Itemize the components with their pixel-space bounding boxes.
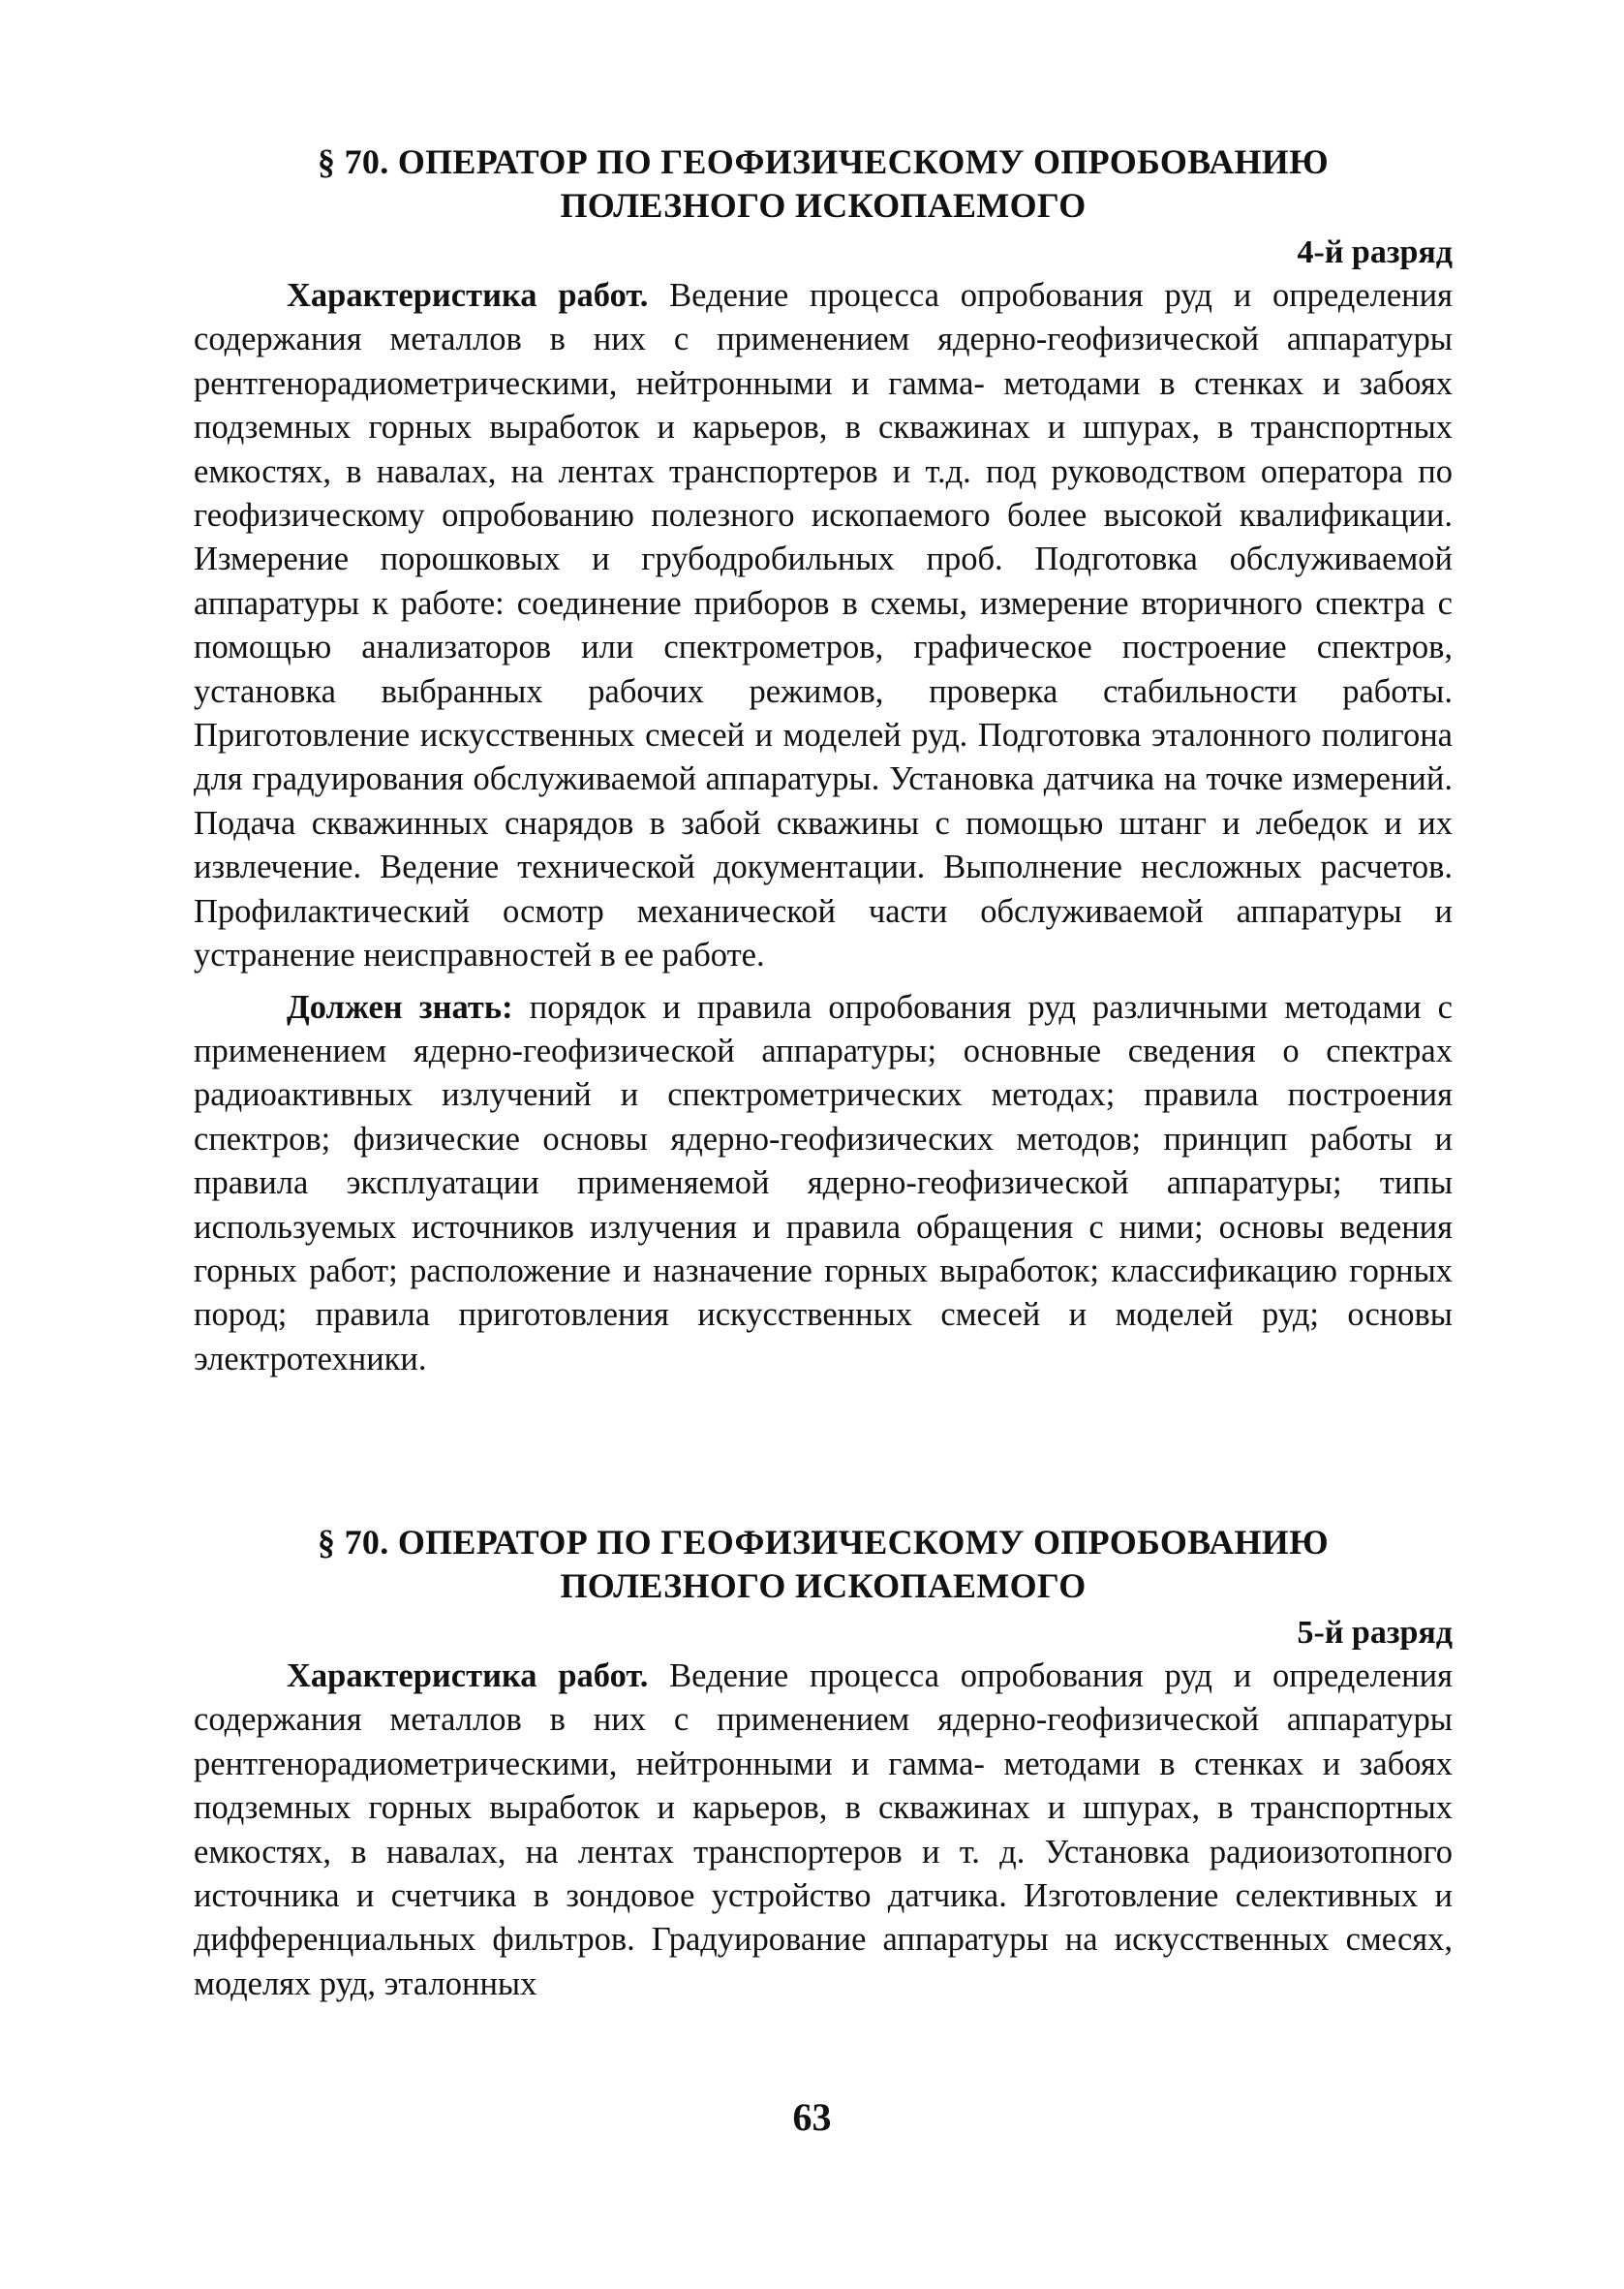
paragraph-lead: Характеристика работ. <box>287 277 649 314</box>
paragraph-lead: Характеристика работ. <box>287 1657 649 1694</box>
paragraph-text: Ведение процесса опробования руд и определения содержания металлов в них с применением ядерно-геофизической аппаратуры рентгенорадиометрическими, нейтронными и гамма- методами в стенках и забоях подземных горных выработок и карьеров, в скважинах и шпурах, в транспортных емкостях, в навалах, на лентах транспортеров и т.д. под руководством оператора по геофизическому опробованию полезного ископаемого более высокой квалификации. Измерение порошковых и грубодробильных проб. Подготовка обслуживаемой аппаратуры к работе: соединение приборов в схемы, измерение вторичного спектра с помощью анализаторов или спектрометров, графическое построение спектров, установка выбранных рабочих режимов, проверка стабильности работы. Приготовление искусственных смесей и моделей руд. Подготовка эталонного полигона для градуирования обслуживаемой аппаратуры. Установка датчика на точке измерений. Подача скважинных снарядов в забой скважины с помощью штанг и лебедок и их извлечение. Ведение технической документации. Выполнение несложных расчетов. Профилактический осмотр механической части обслуживаемой аппаратуры и устранение неисправностей в ее работе. <box>194 277 1453 974</box>
work-characteristics-paragraph <box>194 1655 1453 2006</box>
paragraph-text: Ведение процесса опробования руд и определения содержания металлов в них с применением ядерно-геофизической аппаратуры рентгенорадиометрическими, нейтронными и гамма- методами в стенках и забоях подземных горных выработок и карьеров, в скважинах и шпурах, в транспортных емкостях, в навалах, на лентах транспортеров и т. д. Установка радиоизотопного источника и счетчика в зондовое устройство датчика. Изготовление селективных и дифференциальных фильтров. Градуирование аппаратуры на искусственных смесях, моделях руд, эталонных <box>194 1657 1453 2002</box>
grade-label: 5-й разряд <box>1297 1615 1453 1651</box>
section-heading-line-1: § 70. ОПЕРАТОР ПО ГЕОФИЗИЧЕСКОМУ ОПРОБОВАНИЮ <box>318 1523 1329 1562</box>
section-heading-line-2: ПОЛЕЗНОГО ИСКОПАЕМОГО <box>560 186 1087 225</box>
page-number: 63 <box>792 2095 832 2139</box>
section-69 <box>194 140 1453 1381</box>
section-70 <box>194 1521 1453 2006</box>
grade-label: 4-й разряд <box>1297 234 1453 270</box>
paragraph-text: порядок и правила опробования руд различными методами с применением ядерно-геофизической аппаратуры; основные сведения о спектрах радиоактивных излучений и спектрометрических методах; правила построения спектров; физические основы ядерно-геофизических методов; принцип работы и правила эксплуатации применяемой ядерно-геофизической аппаратуры; типы используемых источников излучения и правила обращения с ними; основы ведения горных работ; расположение и назначение горных выработок; классификацию горных пород; правила приготовления искусственных смесей и моделей руд; основы электротехники. <box>194 988 1453 1377</box>
must-know-paragraph <box>194 986 1453 1382</box>
work-characteristics-paragraph <box>194 274 1453 978</box>
paragraph-lead: Должен знать: <box>287 988 513 1026</box>
section-heading <box>194 140 1453 228</box>
section-heading <box>194 1521 1453 1608</box>
section-heading-line-1: § 70. ОПЕРАТОР ПО ГЕОФИЗИЧЕСКОМУ ОПРОБОВАНИЮ <box>318 142 1329 181</box>
section-heading-line-2: ПОЛЕЗНОГО ИСКОПАЕМОГО <box>560 1566 1087 1605</box>
